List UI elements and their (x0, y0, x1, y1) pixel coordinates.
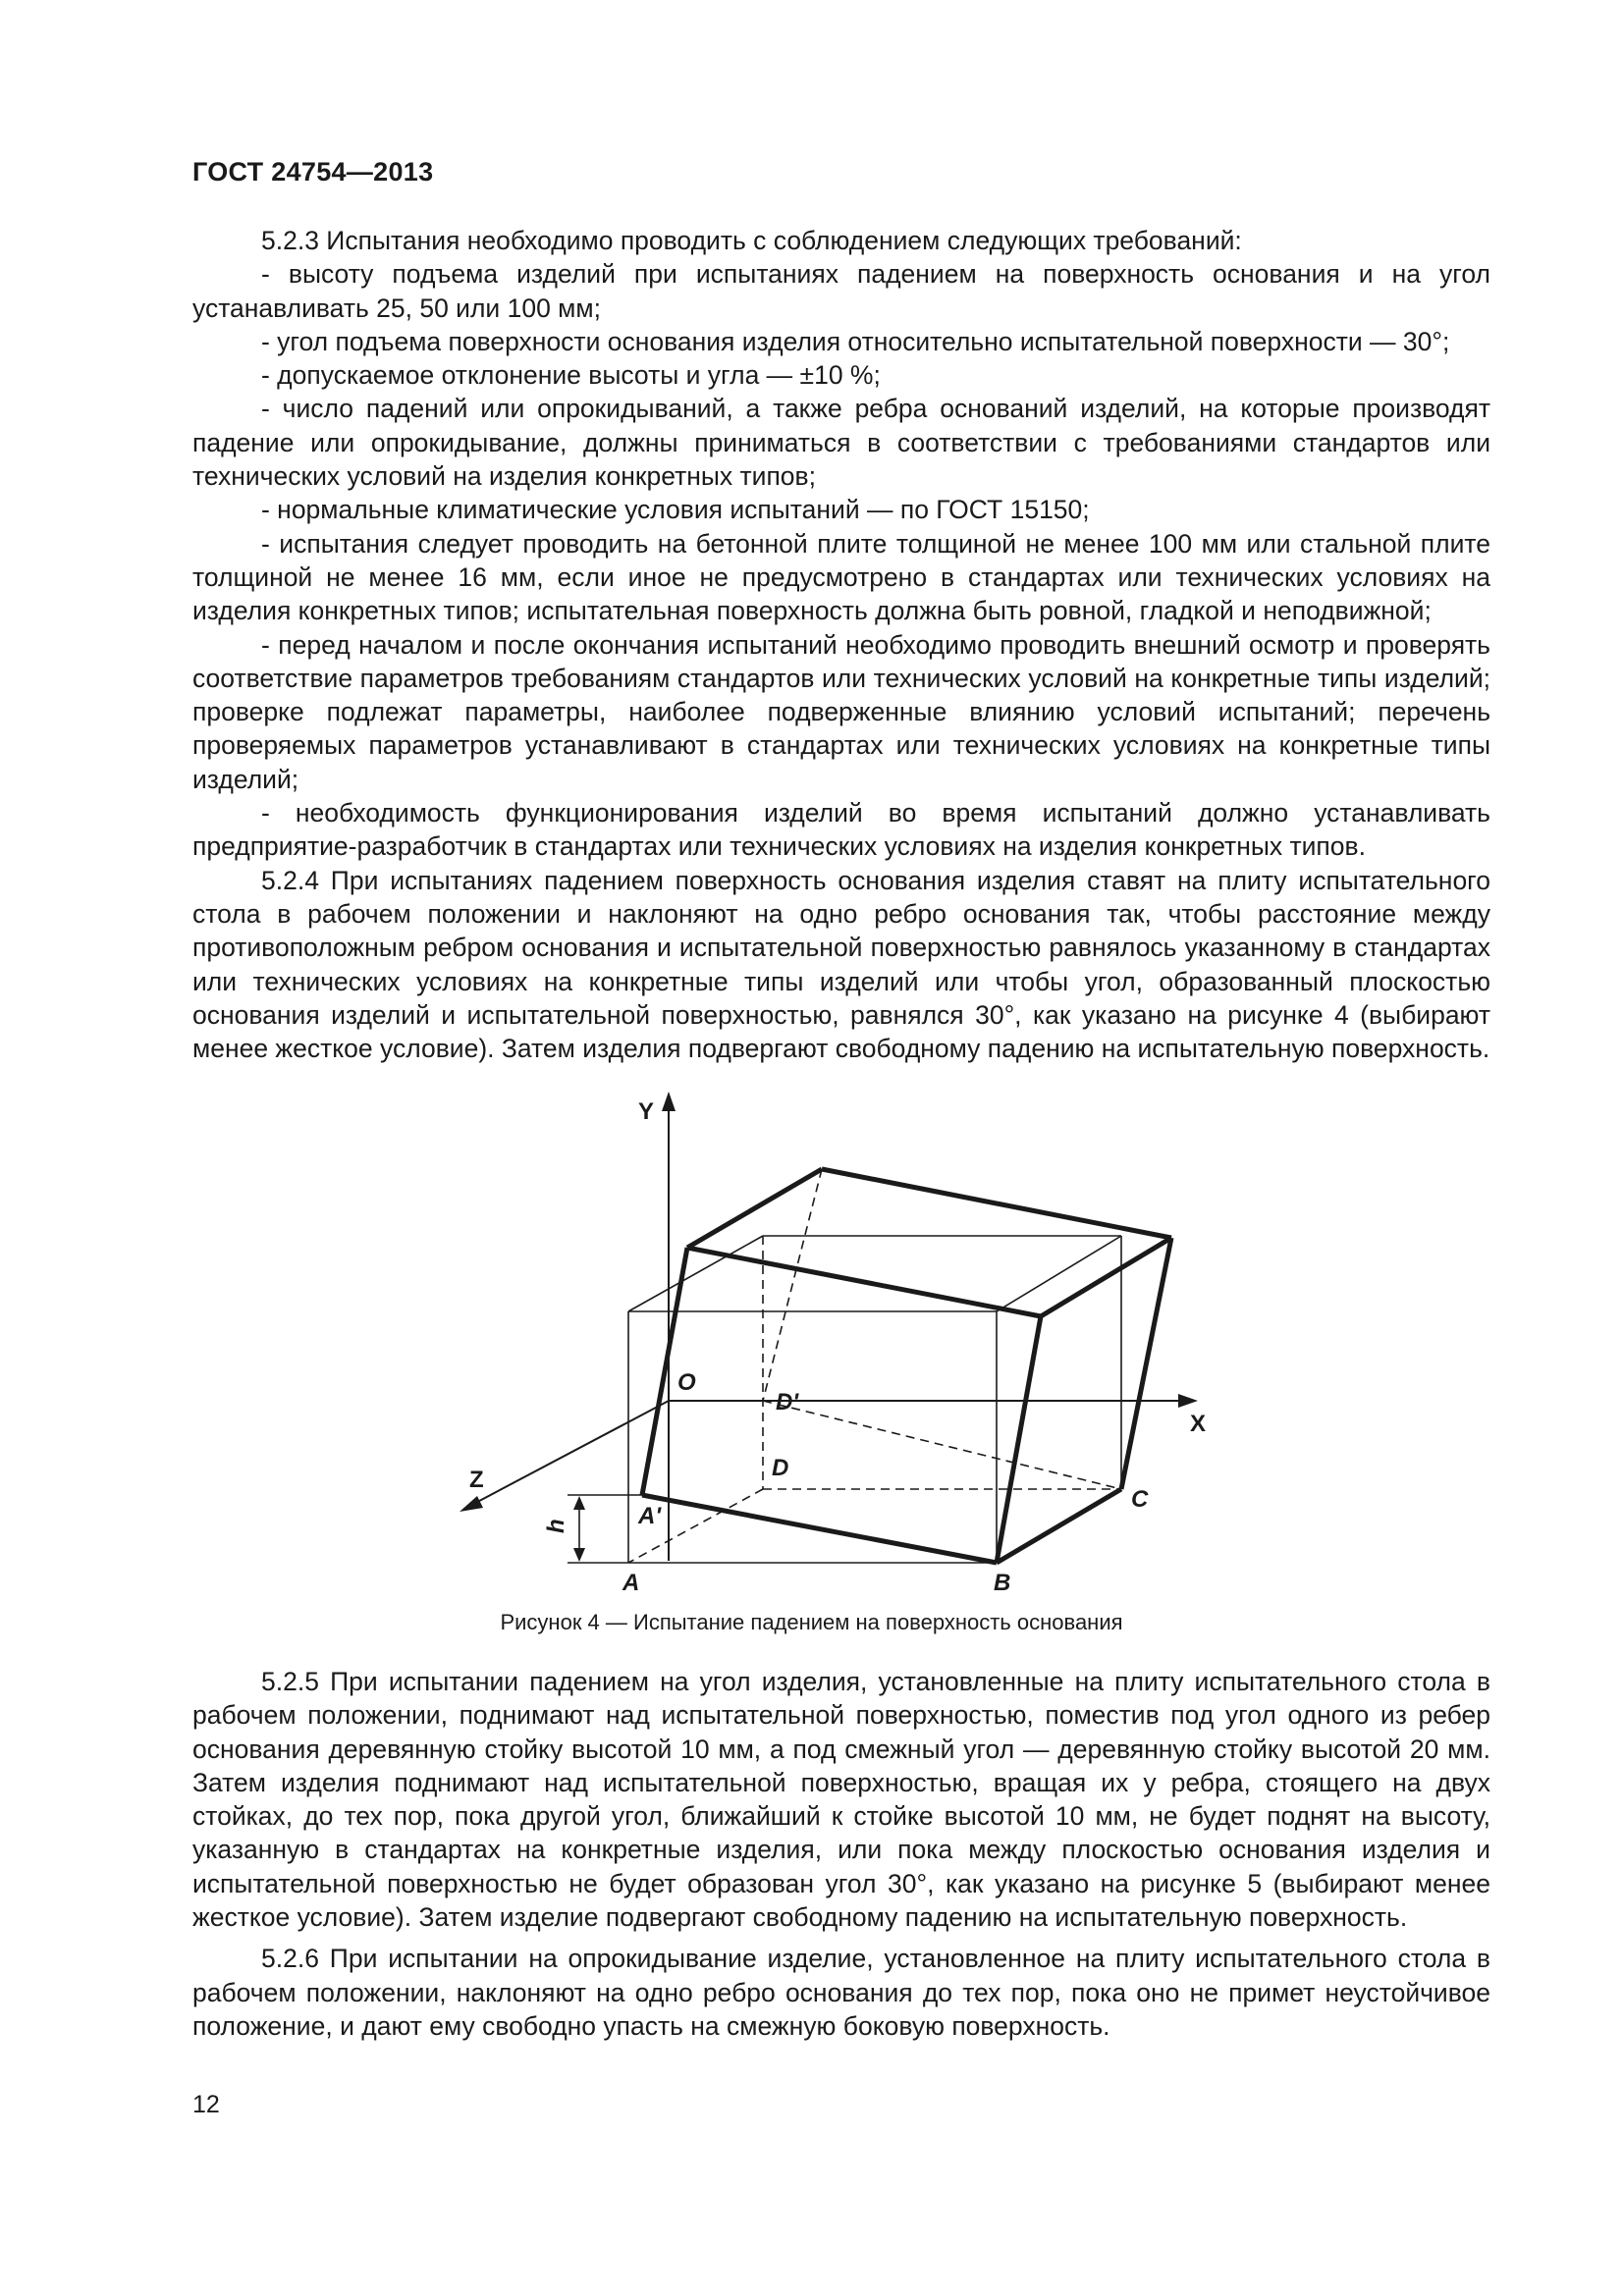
label-x: X (1190, 1411, 1207, 1437)
tilted-box (642, 1169, 1171, 1563)
label-c: C (1131, 1486, 1149, 1513)
list-item: - допускаемое отклонение высоты и угла — ±10 %; (261, 360, 881, 391)
hidden-edges (628, 1169, 1121, 1563)
paragraph: 5.2.3 Испытания необходимо проводить с соблюдением следующих требований: (261, 226, 1242, 255)
label-d-prime: D' (776, 1389, 799, 1415)
y-axis-arrow (662, 1092, 676, 1111)
document-header: ГОСТ 24754—2013 (192, 157, 434, 187)
z-axis (466, 1401, 669, 1508)
list-item: - перед началом и после окончания испытаний необходимо проводить внешний осмотр и проверять соответствие параметров требованиям стандартов или технических условий на конкретные типы изделий; проверке подлежат параметры, наиболее подверженные влиянию условий испытаний; перечень проверяемых параметров устанавливают в стандартах или технических условиях на конкретные типы изделий; (192, 629, 1490, 794)
list-item: - угол подъема поверхности основания изделия относительно испытательной поверхности — 30°; (261, 326, 1450, 356)
page-number: 12 (192, 2091, 220, 2118)
label-h: h (543, 1519, 569, 1533)
figure-4-diagram (452, 1090, 1257, 1596)
z-axis-arrow (460, 1496, 483, 1512)
x-axis-arrow (1178, 1394, 1198, 1408)
list-item: - нормальные климатические условия испытаний — по ГОСТ 15150; (261, 495, 1090, 525)
section-5-2-5: 5.2.5 При испытании падением на угол изделия, установленные на плиту испытательного стола в рабочем положении, поднимают над испытательной поверхностью, поместив под угол одного из ребер основания деревянную стойку высотой 10 мм, а под смежный угол — деревянную стойку высотой 20 мм. Затем изделия поднимают над испытательной поверхностью, вращая их у ребра, стоящего на двух стойках, до тех пор, пока другой угол, ближайший к стойке высотой 10 мм, не будет поднят на высоту, указанную в стандартах на конкретные изделия, или пока между плоскостью основания изделия и испытательной поверхностью не будет образован угол 30°, как указано на рисунке 5 (выбирают менее жесткое условие). Затем изделие подвергают свободному падению на испытательную поверхность. (192, 1667, 1490, 1933)
label-y: Y (638, 1098, 655, 1125)
label-a: A (622, 1570, 640, 1596)
section-5-2-6: 5.2.6 При испытании на опрокидывание изделие, установленное на плиту испытательного стола в рабочем положении, наклоняют на одно ребро основания до тех пор, пока оно не примет неустойчивое положение, и дают ему свободно упасть на смежную боковую поверхность. (192, 1944, 1490, 2041)
list-item: - число падений или опрокидываний, а также ребра оснований изделий, на которые производят падение или опрокидывание, должны приниматься в соответствии с требованиями стандартов или технических условий на изделия конкретных типов; (192, 394, 1490, 492)
label-a-prime: A' (638, 1503, 662, 1529)
figure-caption: Рисунок 4 — Испытание падением на поверхность основания (500, 1610, 1123, 1634)
section-5-2-3 (192, 224, 1490, 1065)
section-5-2-4: 5.2.4 При испытаниях падением поверхность основания изделия ставят на плиту испытательного стола в рабочем положении и наклоняют на одно ребро основания так, чтобы расстояние между противоположным ребром основания и испытательной поверхностью равнялось указанному в стандартах или технических условиях на конкретные типы изделий или чтобы угол, образованный плоскостью основания изделий и испытательной поверхностью, равнялся 30°, как указано на рисунке 4 (выбирают менее жесткое условие). Затем изделия подвергают свободному падению на испытательную поверхность. (192, 865, 1490, 1064)
list-item: - необходимость функционирования изделий во время испытаний должно устанавливать предприятие-разработчик в стандартах или технических условиях на изделия конкретных типов. (192, 798, 1490, 862)
label-o: O (677, 1369, 696, 1396)
list-item: - испытания следует проводить на бетонной плите толщиной не менее 100 мм или стальной плите толщиной не менее 16 мм, если иное не предусмотрено в стандартах или технических условиях на изделия конкретных типов; испытательная поверхность должна быть ровной, гладкой и неподвижной; (192, 528, 1490, 626)
label-d: D (772, 1455, 789, 1481)
section-5-2-5-and-5-2-6 (192, 1665, 1490, 2043)
list-item: - высоту подъема изделий при испытаниях падением на поверхность основания и на угол устанавливать 25, 50 или 100 мм; (192, 259, 1490, 323)
label-z: Z (469, 1467, 484, 1493)
label-b: B (994, 1570, 1011, 1596)
